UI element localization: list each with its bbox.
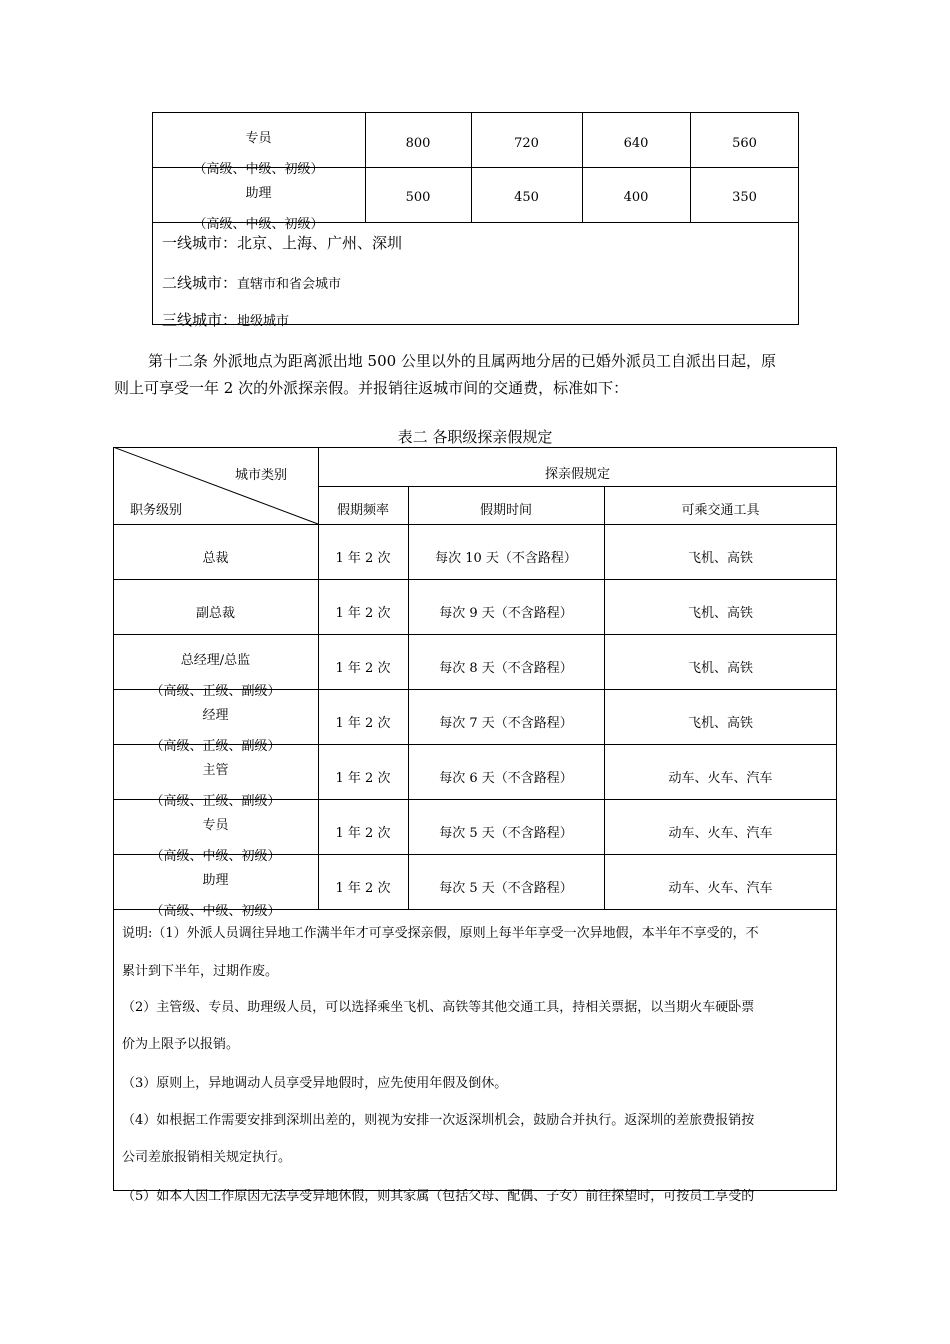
header-divider [318,486,837,487]
note-line: 说明:（1）外派人员调往异地工作满半年才可享受探亲假，原则上每半年享受一次异地假，本半年不享受的，不 [122,926,759,941]
table-cell: 飞机、高铁 [687,606,753,621]
note-line: （3）原则上，异地调动人员享受异地假时，应先使用年假及倒休。 [122,1076,508,1091]
table-row-title: 主管 [202,763,229,778]
table-row-subtitle: （高级、正级、副级） [150,794,281,809]
table-cell: 640 [623,136,649,151]
column-header: 假期频率 [336,503,389,518]
table-row-title: 专员 [202,818,229,833]
table-cell: 1 年 2 次 [335,551,391,566]
table-cell: 每次 6 天（不含路程） [439,771,573,786]
table-cell: 1 年 2 次 [335,881,391,896]
table-row-title: 助理 [245,186,272,201]
table-cell: 飞机、高铁 [687,716,753,731]
city-tier-value: 直辖市和省会城市 [237,277,342,292]
table-cell: 每次 5 天（不含路程） [439,881,573,896]
table-cell: 每次 5 天（不含路程） [439,826,573,841]
city-tier-1 [162,232,402,253]
note-line: （4）如根据工作需要安排到深圳出差的，则视为安排一次返深圳机会，鼓励合并执行。返深圳的差旅费报销按 [122,1113,755,1128]
city-tier-label: 一线城市： [162,234,238,252]
table-cell: 1 年 2 次 [335,826,391,841]
table-cell: 500 [405,190,431,205]
table-cell: 飞机、高铁 [687,661,753,676]
column-header: 假期时间 [479,503,532,518]
note-line: 累计到下半年，过期作废。 [122,964,279,979]
column-header: 可乘交通工具 [681,503,760,518]
note-line: （2）主管级、专员、助理级人员，可以选择乘坐飞机、高铁等其他交通工具，持相关票据，以当期火车硬卧票 [122,1000,755,1015]
col-divider [471,112,472,222]
col-divider [365,112,366,222]
col-divider [690,112,691,222]
table-cell: 每次 8 天（不含路程） [439,661,573,676]
note-line: 价为上限予以报销。 [122,1037,240,1052]
table-cell: 400 [623,190,649,205]
city-tier-2 [162,272,341,293]
table-row-title: 助理 [202,873,229,888]
col-divider [582,112,583,222]
table-cell: 450 [514,190,539,205]
table-row-subtitle: （高级、正级、副级） [150,684,281,699]
table-cell: 每次 7 天（不含路程） [439,716,573,731]
table-row-subtitle: （高级、中级、初级） [193,162,324,177]
table-row-title: 总裁 [202,551,229,566]
table-row-subtitle: （高级、中级、初级） [150,849,281,864]
table-cell: 1 年 2 次 [335,606,391,621]
table-cell: 1 年 2 次 [335,661,391,676]
table-caption: 表二 各职级探亲假规定 [397,428,553,446]
table-row-title: 经理 [202,708,229,723]
table-row-subtitle: （高级、正级、副级） [150,739,281,754]
table-cell: 动车、火车、汽车 [668,881,773,896]
city-tier-label: 二线城市： [162,274,238,292]
row-divider [113,634,837,635]
article-12-line-2: 则上可享受一年 2 次的外派探亲假。并报销往返城市间的交通费，标准如下： [114,379,629,397]
table-row-subtitle: （高级、中级、初级） [150,904,281,919]
table-cell: 1 年 2 次 [335,716,391,731]
table-cell: 动车、火车、汽车 [668,771,773,786]
diag-header-top: 城市类别 [235,468,288,483]
table-cell: 动车、火车、汽车 [668,826,773,841]
table-cell: 560 [732,136,757,151]
table-cell: 飞机、高铁 [687,551,753,566]
table-cell: 1 年 2 次 [335,771,391,786]
row-divider [113,579,837,580]
table-cell: 每次 10 天（不含路程） [435,551,577,566]
city-tier-value: 北京、上海、广州、深圳 [237,234,403,252]
article-12-line-1: 第十二条 外派地点为距离派出地 500 公里以外的且属两地分居的已婚外派员工自派出日起，原 [148,352,776,370]
group-header: 探亲假规定 [544,467,610,482]
table-cell: 每次 9 天（不含路程） [439,606,573,621]
table-row-title: 专员 [245,131,272,146]
table-cell: 800 [405,136,431,151]
city-tier-3 [162,309,289,330]
table-row-subtitle: （高级、中级、初级） [193,217,324,232]
table-row-title: 总经理/总监 [180,653,251,668]
table-cell: 350 [732,190,757,205]
note-line: 公司差旅报销相关规定执行。 [122,1150,292,1165]
table-cell: 720 [514,136,539,151]
diag-header-bottom: 职务级别 [130,503,183,518]
note-line: （5）如本人因工作原因无法享受异地休假，则其家属（包括父母、配偶、子女）前往探望时，可按员工享受的 [122,1189,755,1204]
table-row-title: 副总裁 [195,606,235,621]
city-tier-label: 三线城市： [162,311,238,329]
city-tier-value: 地级城市 [237,314,290,329]
